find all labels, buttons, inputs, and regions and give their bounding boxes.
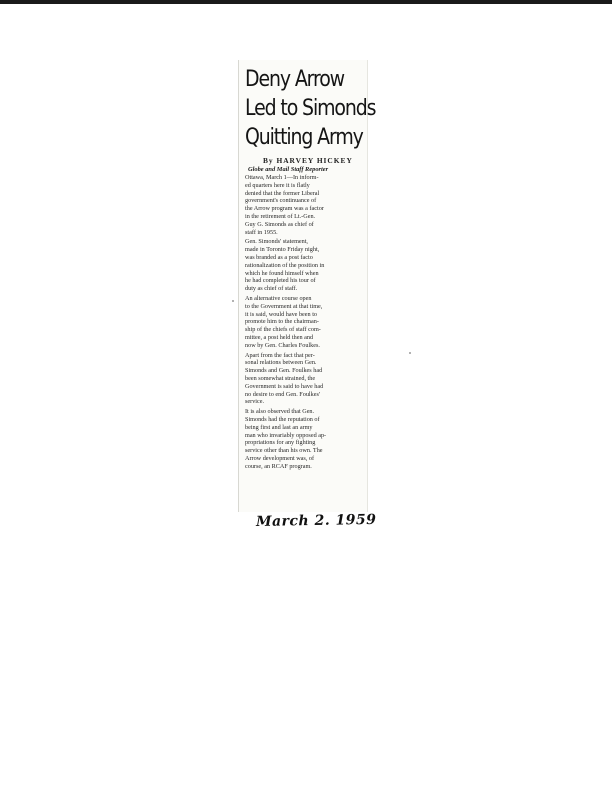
- paragraph: [245, 408, 359, 470]
- text-line: to the Government at that time,: [245, 302, 323, 310]
- text-line: now by Gen. Charles Foulkes.: [245, 341, 320, 349]
- text-line: Arrow development was, of: [245, 454, 315, 462]
- article-body: [245, 174, 359, 472]
- headline-line: Quitting Army: [245, 125, 363, 150]
- credit-line: Globe and Mail Staff Reporter: [248, 166, 329, 173]
- paragraph: [245, 352, 359, 407]
- text-line: ship of the chiefs of staff com-: [245, 326, 321, 334]
- text-line: denied that the former Liberal: [245, 189, 320, 197]
- text-line: Simonds and Gen. Foulkes had: [245, 367, 323, 375]
- text-line: the Arrow program was a factor: [245, 205, 324, 213]
- text-line: been somewhat strained, the: [245, 374, 316, 382]
- headline-line: Led to Simonds: [245, 96, 376, 121]
- text-line: Apart from the fact that per-: [245, 351, 315, 359]
- text-line: government's continuance of: [245, 197, 317, 205]
- text-line: in the retirement of Lt.-Gen.: [245, 212, 316, 220]
- text-line: It is also observed that Gen.: [245, 408, 315, 416]
- paragraph: [245, 238, 359, 293]
- text-line: course, an RCAF program.: [245, 462, 312, 470]
- scan-top-edge: [0, 0, 612, 4]
- text-line: which he found himself when: [245, 269, 319, 277]
- text-line: duty as chief of staff.: [245, 285, 298, 293]
- text-line: Government is said to have had: [245, 382, 324, 390]
- headline-line: Deny Arrow: [245, 67, 345, 92]
- text-line: ed quarters here it is flatly: [245, 181, 310, 189]
- text-line: sonal relations between Gen.: [245, 359, 317, 367]
- text-line: propriations for any fighting: [245, 439, 316, 447]
- scan-speck: [232, 300, 234, 302]
- newspaper-clipping: [238, 60, 376, 512]
- text-line: staff in 1955.: [245, 228, 278, 236]
- text-line: promote him to the chairman-: [245, 318, 319, 326]
- text-line: Gen. Simonds' statement,: [245, 238, 308, 246]
- text-line: made in Toronto Friday night,: [245, 246, 320, 254]
- byline: By HARVEY HICKEY: [263, 156, 353, 165]
- text-line: no desire to end Gen. Foulkes': [245, 390, 321, 398]
- text-line: he had completed his tour of: [245, 277, 316, 285]
- text-line: An alternative course open: [245, 294, 312, 302]
- text-line: service.: [245, 398, 265, 406]
- text-line: service other than his own. The: [245, 447, 323, 455]
- handwritten-date: March 2. 1959: [255, 511, 377, 530]
- scan-speck: [409, 352, 411, 354]
- text-line: man who invariably opposed ap-: [245, 431, 327, 439]
- text-line: Simonds had the reputation of: [245, 415, 320, 423]
- text-line: was branded as a post facto: [245, 253, 313, 261]
- paragraph: [245, 174, 359, 236]
- text-line: mittee, a post held then and: [245, 333, 314, 341]
- paragraph: [245, 295, 359, 350]
- text-line: rationalization of the position in: [245, 261, 325, 269]
- text-line: Guy G. Simonds as chief of: [245, 220, 314, 228]
- text-line: it is said, would have been to: [245, 310, 318, 318]
- text-line: being first and last an army: [245, 423, 313, 431]
- text-line: Ottawa, March 1—In inform-: [245, 174, 319, 181]
- headline: [245, 65, 376, 152]
